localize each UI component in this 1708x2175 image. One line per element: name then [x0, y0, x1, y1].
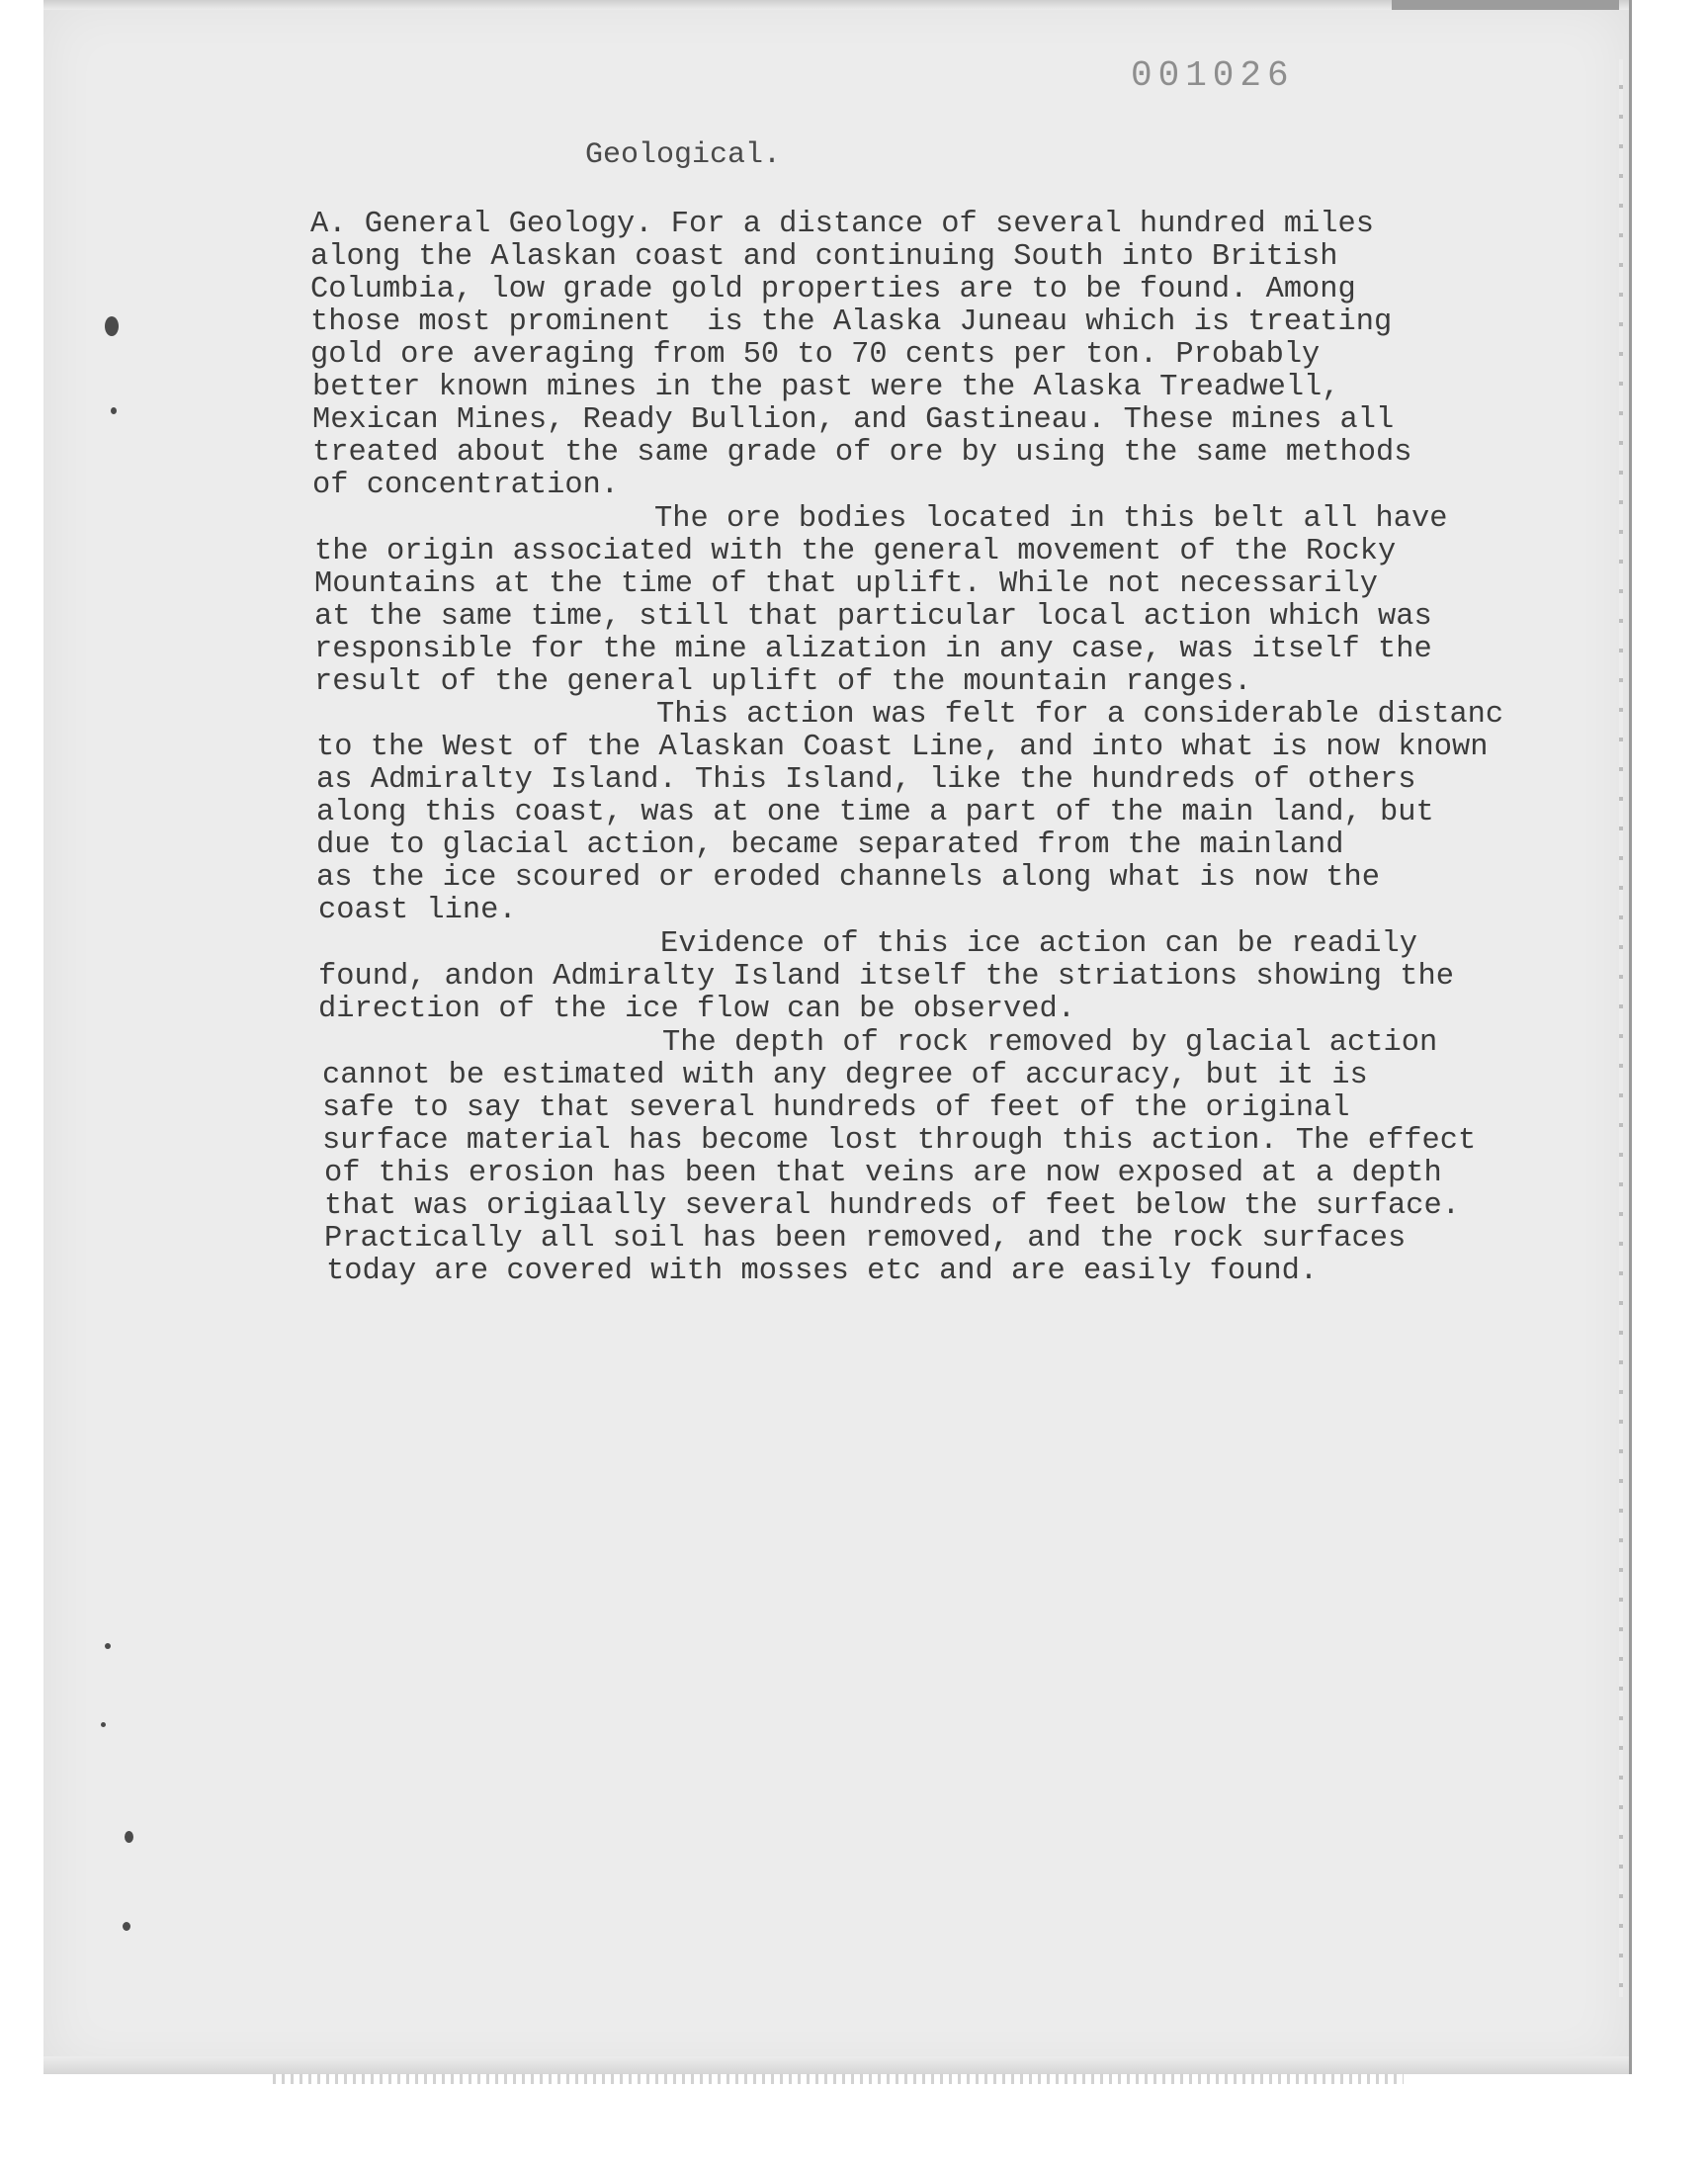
binder-hole-mark — [111, 407, 117, 414]
text-line: safe to say that several hundreds of feet of the original — [322, 1091, 1350, 1125]
stamp-number: 001026 — [1131, 55, 1295, 96]
page-title: Geological. — [585, 138, 782, 172]
text-line: direction of the ice flow can be observed. — [318, 993, 1075, 1026]
scanned-page — [43, 0, 1632, 2074]
binder-hole-mark — [125, 1831, 133, 1843]
right-edge-marks — [1619, 59, 1623, 1997]
text-line: Mexican Mines, Ready Bullion, and Gastineau. These mines all — [312, 403, 1395, 437]
text-line: as Admiralty Island. This Island, like the hundreds of others — [316, 763, 1416, 797]
text-line: The ore bodies located in this belt all have — [654, 502, 1448, 536]
text-line: today are covered with mosses etc and are easily found. — [326, 1255, 1319, 1288]
text-line: treated about the same grade of ore by using the same methods — [312, 436, 1412, 470]
bottom-scan-strip — [267, 2074, 1404, 2084]
binder-hole-mark — [105, 1643, 111, 1649]
text-line: Columbia, low grade gold properties are to be found. Among — [310, 273, 1356, 306]
text-line: gold ore averaging from 50 to 70 cents per ton. Probably — [310, 338, 1321, 372]
text-line: due to glacial action, became separated from the mainland — [316, 828, 1344, 862]
text-line: A. General Geology. For a distance of several hundred miles — [310, 208, 1375, 241]
text-line: better known mines in the past were the Alaska Treadwell, — [312, 371, 1340, 404]
text-line: found, andon Admiralty Island itself the striations showing the — [318, 960, 1454, 994]
text-line: the origin associated with the general movement of the Rocky — [314, 535, 1397, 568]
text-line: The depth of rock removed by glacial action — [662, 1026, 1438, 1060]
binder-hole-mark — [101, 1722, 106, 1727]
text-line: that was origiaally several hundreds of feet below the surface. — [324, 1189, 1460, 1223]
text-line: at the same time, still that particular local action which was — [314, 600, 1432, 634]
text-line: Mountains at the time of that uplift. While not necessarily — [314, 567, 1379, 601]
text-line: This action was felt for a considerable distanc — [656, 698, 1504, 732]
text-line: Practically all soil has been removed, and the rock surfaces — [324, 1222, 1407, 1256]
text-line: of concentration. — [312, 469, 620, 502]
text-line: cannot be estimated with any degree of accuracy, but it is — [322, 1059, 1368, 1092]
text-line: coast line. — [318, 894, 517, 927]
text-line: along this coast, was at one time a part of the main land, but — [316, 796, 1434, 829]
text-line: responsible for the mine alization in any case, was itself the — [314, 633, 1432, 666]
text-line: those most prominent is the Alaska Juneau which is treating — [310, 305, 1393, 339]
text-line: of this erosion has been that veins are now exposed at a depth — [324, 1157, 1442, 1190]
text-line: result of the general uplift of the mountain ranges. — [314, 665, 1252, 699]
text-line: to the West of the Alaskan Coast Line, and into what is now known — [316, 731, 1489, 764]
top-right-smudge — [1392, 0, 1619, 10]
text-line: Evidence of this ice action can be readily — [660, 927, 1417, 961]
text-line: surface material has become lost through this action. The effect — [322, 1124, 1477, 1158]
binder-hole-mark — [123, 1922, 130, 1931]
bottom-edge-shadow — [43, 2056, 1629, 2074]
text-line: along the Alaskan coast and continuing South into British — [310, 240, 1338, 274]
text-line: as the ice scoured or eroded channels along what is now the — [316, 861, 1381, 895]
binder-hole-mark — [105, 316, 119, 336]
